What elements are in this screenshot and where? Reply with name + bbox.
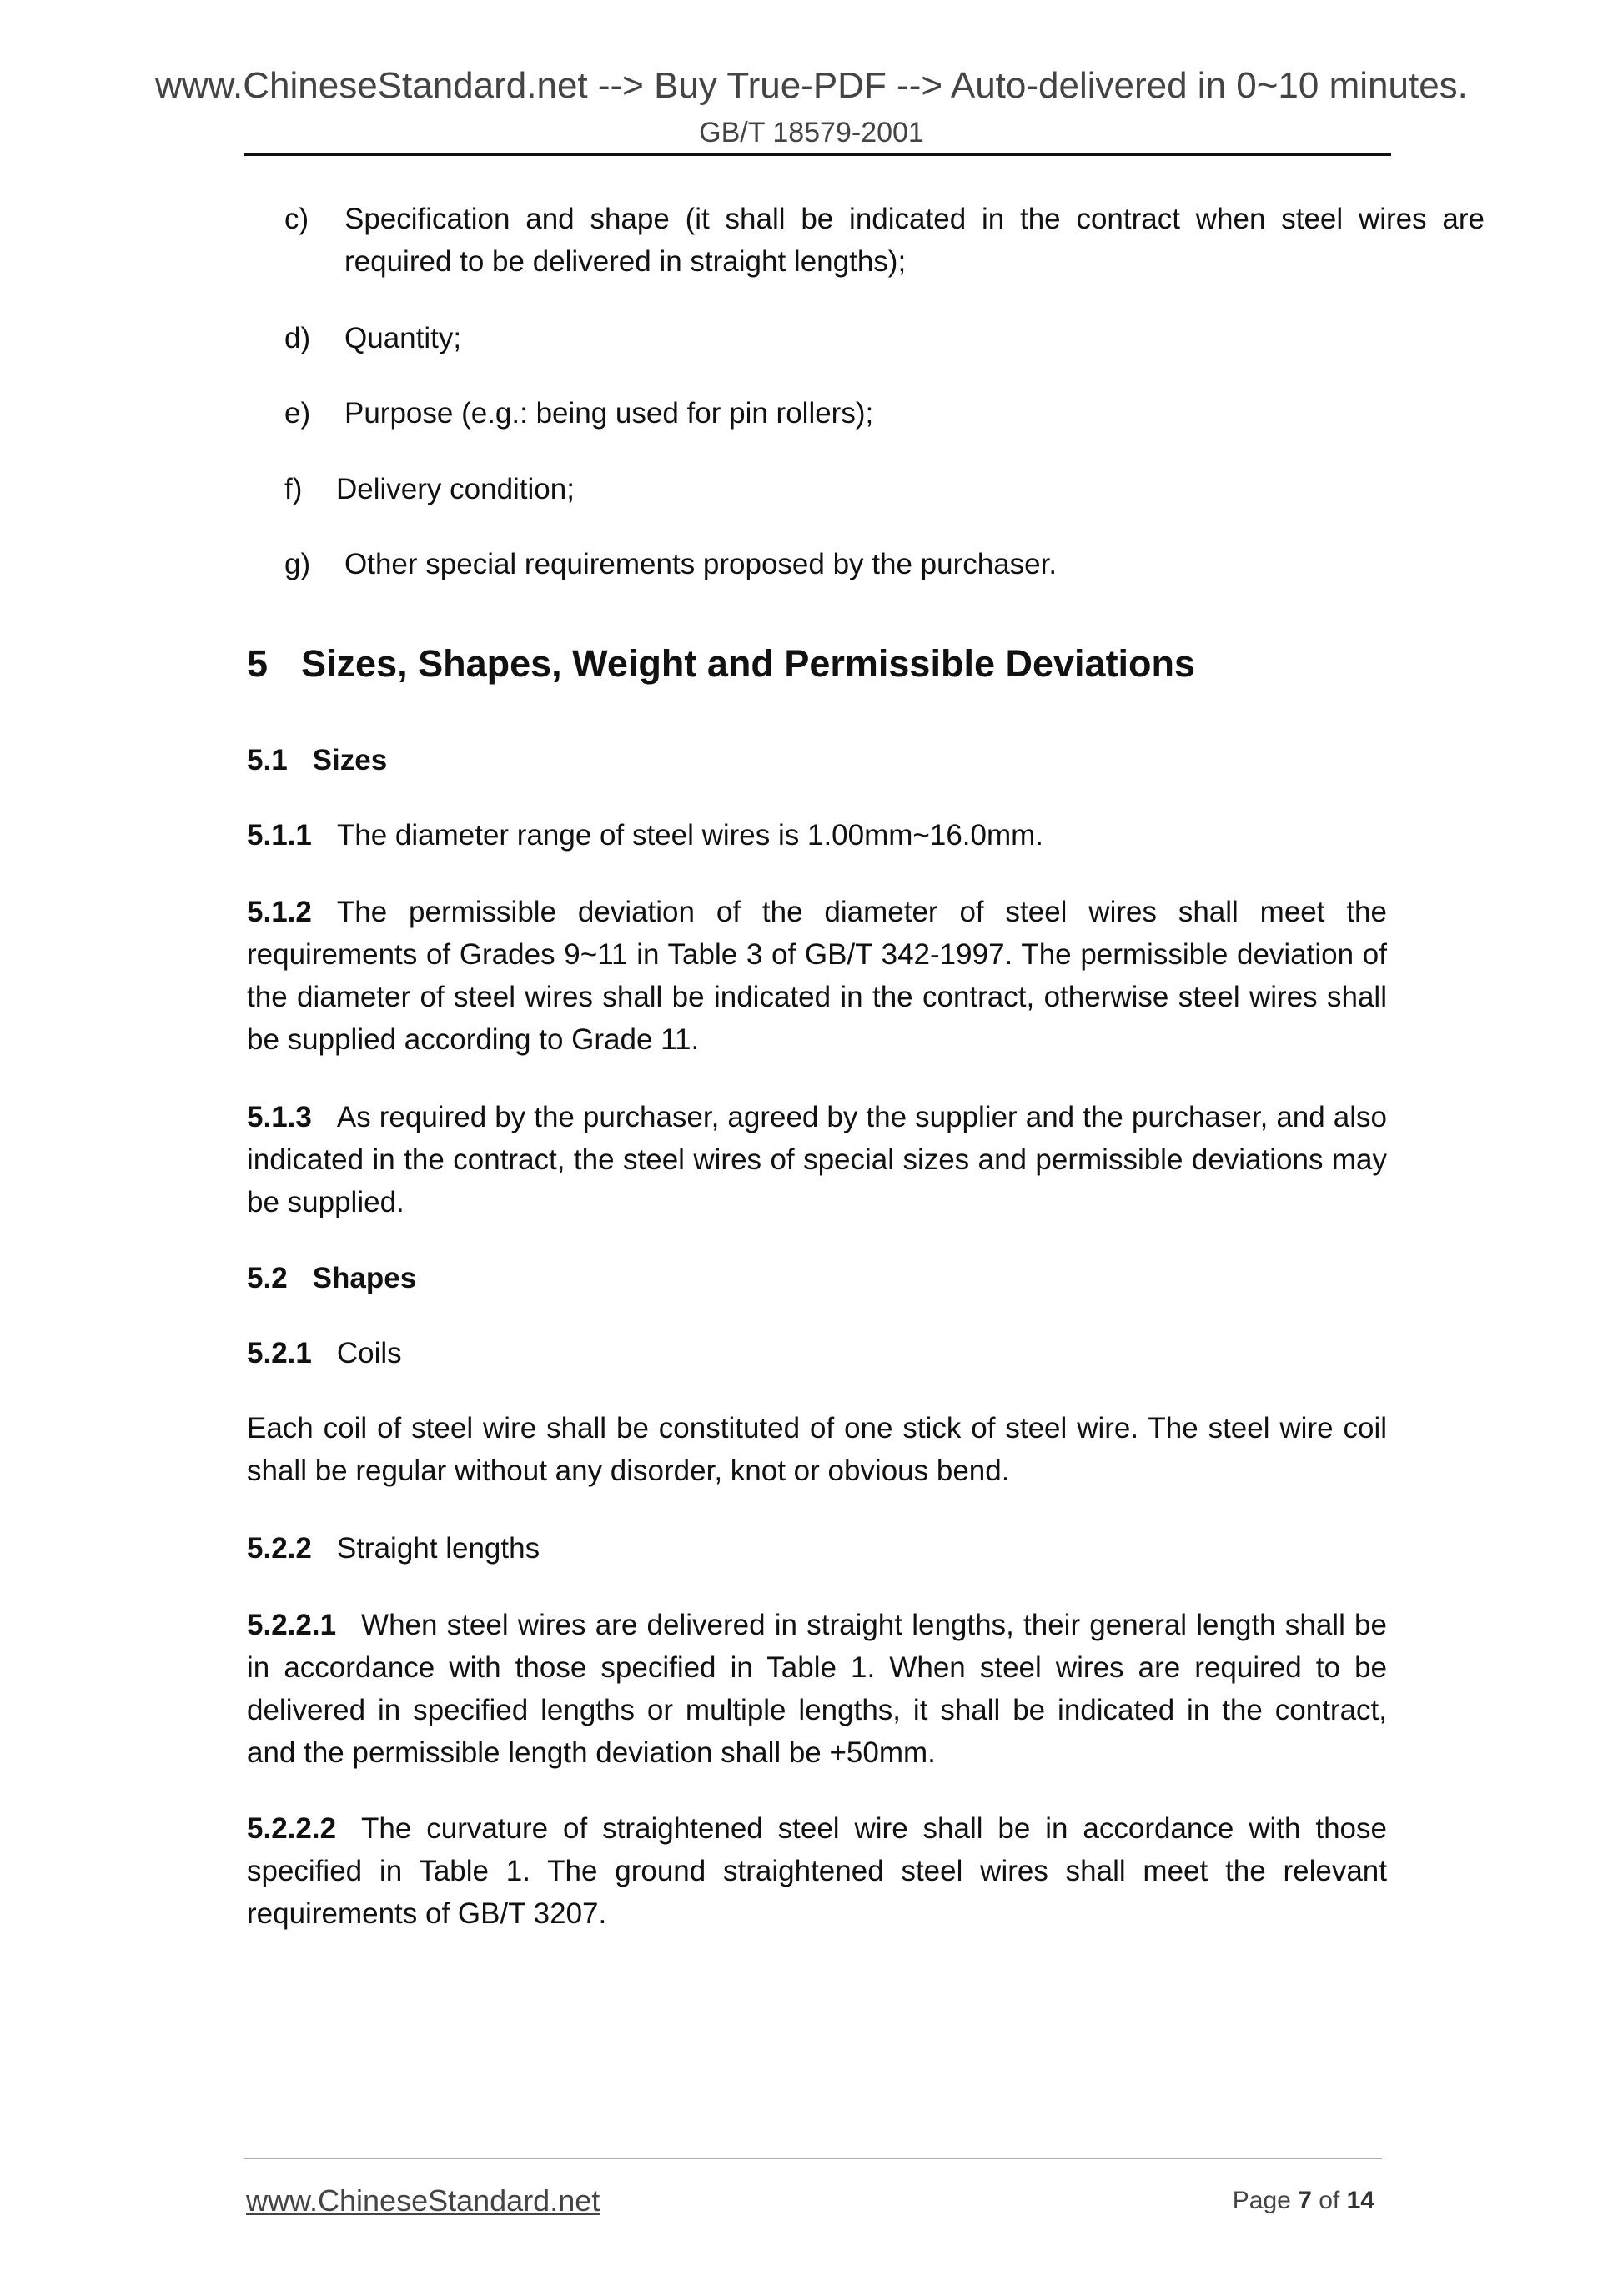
list-label: e) <box>284 397 311 430</box>
clause <box>247 1604 1387 1774</box>
section-title: Shapes <box>312 1262 417 1294</box>
clause-number: 5.2.1 <box>247 1337 312 1369</box>
header-divider <box>244 153 1391 156</box>
clause <box>247 814 1387 857</box>
list-text: Specification and shape (it shall be indicated in the contract when steel wires are required to be delivered in straight lengths); <box>344 203 1485 278</box>
list-label: d) <box>284 322 311 354</box>
page-label: Page <box>1232 2187 1291 2214</box>
clause-title: Coils <box>336 1337 402 1369</box>
clause-number: 5.1.2 <box>247 896 312 928</box>
clause-title: Straight lengths <box>336 1532 540 1565</box>
list-item <box>247 543 1485 585</box>
clause <box>247 1807 1387 1935</box>
footer-divider <box>244 2158 1382 2159</box>
clause-number: 5.1.3 <box>247 1101 312 1133</box>
section-number: 5.1 <box>247 744 288 776</box>
section-number: 5 <box>247 642 269 685</box>
section-title: Sizes <box>312 744 388 776</box>
clause-number: 5.2.2.2 <box>247 1812 337 1845</box>
list-item <box>247 198 1485 283</box>
paragraph: Each coil of steel wire shall be constituted of one stick of steel wire. The steel wire coil shall be regular without any disorder, knot or obvious bend. <box>247 1412 1387 1487</box>
list-label: c) <box>284 203 309 235</box>
list-text: Quantity; <box>344 322 462 354</box>
list-text: Delivery condition; <box>336 473 575 505</box>
clause <box>247 1527 1387 1570</box>
page-indicator <box>1233 2187 1374 2215</box>
clause <box>247 891 1387 1061</box>
clause <box>247 1332 1387 1374</box>
page-of: of <box>1319 2187 1340 2214</box>
clause-number: 5.2.2.1 <box>247 1609 337 1641</box>
list-text: Purpose (e.g.: being used for pin rollers); <box>344 397 874 430</box>
clause-text: As required by the purchaser, agreed by the supplier and the purchaser, and also indicated in the contract, the steel wires of special sizes and permissible deviations may be supplied. <box>247 1101 1387 1218</box>
subsection-heading <box>247 739 1387 781</box>
list-text: Other special requirements proposed by the purchaser. <box>344 548 1058 580</box>
header-banner: www.ChineseStandard.net --> Buy True-PDF --> Auto-delivered in 0~10 minutes. <box>155 65 1468 106</box>
footer-link[interactable]: www.ChineseStandard.net <box>246 2183 600 2218</box>
standard-number: GB/T 18579-2001 <box>699 117 924 148</box>
clause-text: The curvature of straightened steel wire shall be in accordance with those specified in Table 1. The ground straightened steel wires shall meet the relevant requirements of GB/T 3207. <box>247 1812 1387 1930</box>
list-label: f) <box>284 473 303 505</box>
subsection-heading <box>247 1257 1387 1299</box>
page-total: 14 <box>1346 2187 1374 2214</box>
section-heading <box>247 639 1387 689</box>
section-title: Sizes, Shapes, Weight and Permissible Deviations <box>301 642 1196 685</box>
clause-text: When steel wires are delivered in straight lengths, their general length shall be in accordance with those specified in Table 1. When steel wires are required to be delivered in specified lengths or multiple lengths, it shall be indicated in the contract, and the permissible length deviation shall be +50mm. <box>247 1609 1387 1769</box>
section-number: 5.2 <box>247 1262 288 1294</box>
list-label: g) <box>284 548 311 580</box>
list-item <box>247 317 1485 359</box>
list-item <box>247 468 1485 510</box>
clause-text: The diameter range of steel wires is 1.00mm~16.0mm. <box>336 819 1044 852</box>
clause-text: The permissible deviation of the diameter of steel wires shall meet the requirements of Grades 9~11 in Table 3 of GB/T 342-1997. The permissible deviation of the diameter of steel wires shall be indicated in the contract, otherwise steel wires shall be supplied according to Grade 11. <box>247 896 1387 1056</box>
list-item <box>247 392 1485 435</box>
clause-number: 5.2.2 <box>247 1532 312 1565</box>
page-number: 7 <box>1298 2187 1312 2214</box>
clause-number: 5.1.1 <box>247 819 312 852</box>
clause <box>247 1096 1387 1223</box>
